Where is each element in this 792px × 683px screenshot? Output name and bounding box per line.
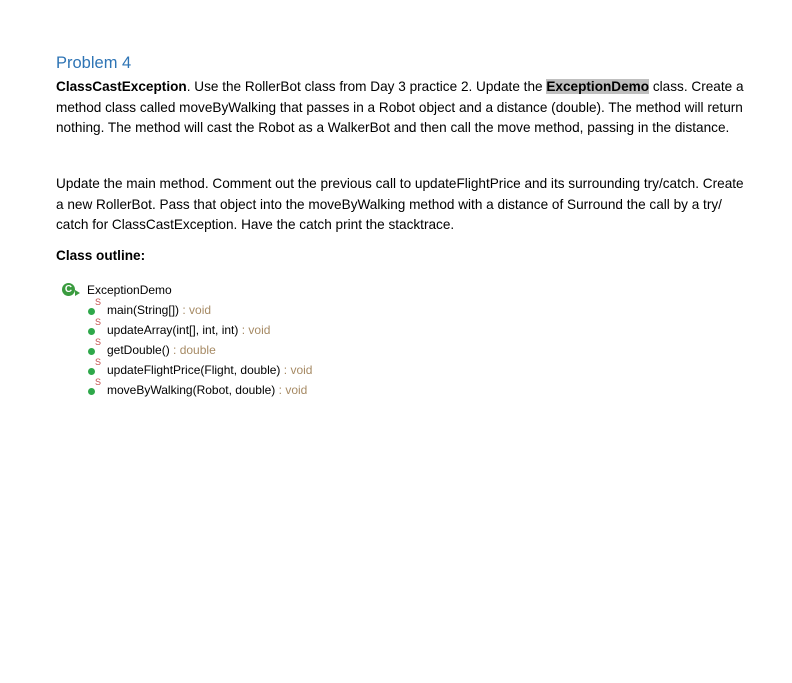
paragraph-1-text-b: class. Create a method class called moveByWalking that passes in a Robot object and a distance (double). The method will return nothing. The method will cast the Robot as a WalkerBot and then call the move method, passing in the distance.: [56, 79, 744, 135]
method-signature: [107, 363, 312, 377]
method-return-type: : void: [179, 303, 212, 317]
public-method-icon: [88, 348, 95, 355]
static-marker: S: [95, 337, 102, 347]
method-signature: [107, 383, 307, 397]
class-run-arrow-icon: [75, 290, 80, 296]
method-return-type: : void: [280, 363, 313, 377]
static-marker: S: [95, 377, 102, 387]
public-method-icon: [88, 328, 95, 335]
problem-paragraph-1: [56, 77, 746, 139]
method-name: updateArray(int[], int, int): [107, 323, 239, 337]
public-method-icon: [88, 388, 95, 395]
problem-heading: Problem 4: [56, 54, 132, 72]
method-name: main(String[]): [107, 303, 180, 317]
method-signature: [107, 323, 270, 337]
highlighted-class-name: ExceptionDemo: [546, 79, 650, 94]
static-marker: S: [95, 297, 102, 307]
method-signature: [107, 343, 216, 357]
exception-name: ClassCastException: [56, 79, 187, 94]
paragraph-1-text-a: . Use the RollerBot class from Day 3 practice 2. Update the: [186, 79, 547, 94]
method-name: updateFlightPrice(Flight, double): [107, 363, 281, 377]
public-method-icon: [88, 308, 95, 315]
method-name: moveByWalking(Robot, double): [107, 383, 276, 397]
method-return-type: : void: [238, 323, 271, 337]
method-return-type: : double: [169, 343, 216, 357]
static-marker: S: [95, 357, 102, 367]
class-outline-title: Class outline:: [56, 248, 146, 263]
problem-paragraph-2: Update the main method. Comment out the previous call to updateFlightPrice and its surrounding try/catch. Create a new RollerBot. Pass that object into the moveByWalking method with a distance of Surround the call by a try/ catch for ClassCastException. Have the catch print the stacktrace.: [56, 176, 744, 232]
public-method-icon: [88, 368, 95, 375]
method-return-type: : void: [275, 383, 308, 397]
method-signature: [107, 303, 211, 317]
method-name: getDouble(): [107, 343, 170, 357]
class-name: ExceptionDemo: [87, 283, 172, 297]
class-icon: C: [62, 283, 75, 296]
static-marker: S: [95, 317, 102, 327]
